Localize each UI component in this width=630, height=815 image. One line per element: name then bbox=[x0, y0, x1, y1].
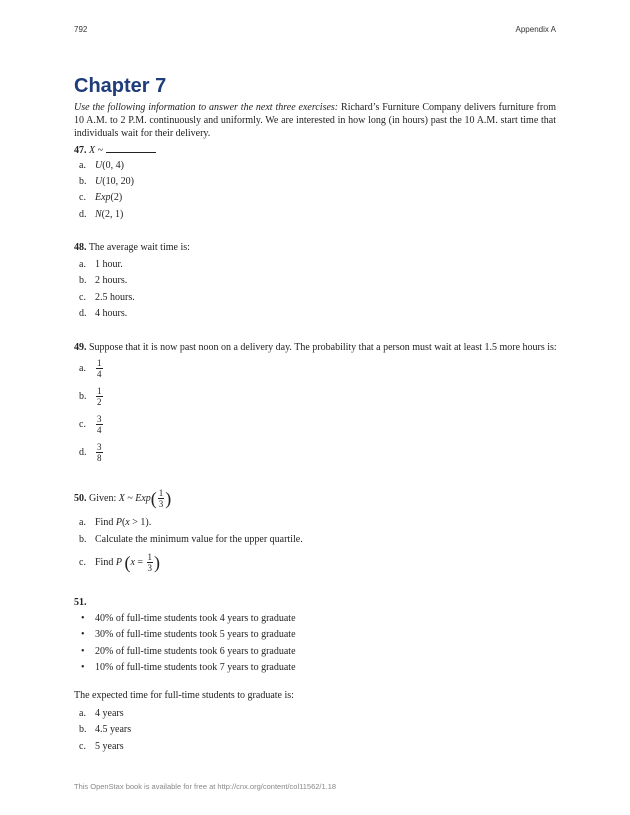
numerator: 3 bbox=[97, 442, 102, 452]
question-number: 50. bbox=[74, 492, 87, 504]
distribution-name: Exp bbox=[95, 192, 111, 203]
numerator: 3 bbox=[97, 414, 102, 424]
option-text: 4 hours. bbox=[95, 308, 128, 319]
option-label: a. bbox=[79, 259, 86, 270]
bullet-text: 30% of full-time students took 5 years to graduate bbox=[95, 629, 296, 640]
option-label: c. bbox=[79, 292, 86, 303]
option-text: 2 hours. bbox=[95, 275, 128, 286]
option bbox=[79, 192, 122, 203]
question-prompt: The expected time for full-time students to graduate is: bbox=[74, 690, 294, 701]
option-text: Find bbox=[95, 517, 116, 528]
right-paren: ) bbox=[165, 488, 172, 509]
distribution-args: (2) bbox=[110, 192, 123, 203]
option-label: a. bbox=[79, 362, 86, 374]
denominator: 4 bbox=[97, 425, 102, 435]
chapter-title: Chapter 7 bbox=[74, 75, 167, 97]
distribution-name: N bbox=[95, 209, 102, 220]
option-label: b. bbox=[79, 275, 87, 286]
question-number: 47. bbox=[74, 145, 87, 156]
variable: X bbox=[89, 145, 96, 156]
option-text: 4.5 years bbox=[95, 724, 132, 735]
option-text: 2.5 hours. bbox=[95, 292, 135, 303]
option bbox=[79, 741, 124, 752]
question-51 bbox=[74, 597, 87, 608]
numerator: 1 bbox=[158, 488, 164, 498]
bullet-item bbox=[81, 629, 296, 640]
option-text: > 1). bbox=[129, 517, 152, 528]
option-text: Find bbox=[95, 556, 116, 568]
option bbox=[79, 708, 124, 719]
footer-text: This OpenStax book is available for free at http://cnx.org/content/col11562/1.18 bbox=[74, 782, 337, 791]
denominator: 8 bbox=[97, 453, 102, 463]
fraction bbox=[158, 488, 165, 509]
fraction bbox=[96, 386, 103, 407]
given-label: Given: bbox=[86, 492, 119, 504]
option bbox=[79, 160, 124, 171]
question-47 bbox=[74, 143, 156, 156]
bullet-icon: • bbox=[81, 646, 85, 657]
question-number: 51. bbox=[74, 597, 87, 608]
bullet-icon: • bbox=[81, 613, 85, 624]
denominator: 4 bbox=[97, 369, 102, 379]
fraction bbox=[147, 552, 154, 573]
distribution-name: Exp bbox=[135, 492, 151, 504]
bullet-text: 40% of full-time students took 4 years to graduate bbox=[95, 613, 296, 624]
option-label: d. bbox=[79, 446, 87, 458]
bullet-text: 20% of full-time students took 6 years to graduate bbox=[95, 646, 296, 657]
intro-text: Richard’s Furniture Company delivers furniture from 10 A.M. to 2 P.M. continuously and uniformly. We are interested in how long (in hours) past the 10 A.M. start time that individuals wait for their delivery. bbox=[74, 102, 556, 139]
bullet-item bbox=[81, 646, 296, 657]
distribution-args: (10, 20) bbox=[102, 176, 134, 187]
option bbox=[79, 308, 127, 319]
option bbox=[79, 386, 104, 407]
numerator: 1 bbox=[97, 358, 102, 368]
bullet-icon: • bbox=[81, 629, 85, 640]
numerator: 1 bbox=[97, 386, 102, 396]
option-label: b. bbox=[79, 534, 87, 545]
page-number: 792 bbox=[74, 25, 88, 34]
option-text: 1 hour. bbox=[95, 259, 123, 270]
distribution-name: U bbox=[95, 160, 103, 171]
probability-symbol: P bbox=[115, 556, 122, 568]
option-label: d. bbox=[79, 308, 87, 319]
option-label: b. bbox=[79, 176, 87, 187]
question-50 bbox=[74, 488, 171, 509]
variable: x bbox=[130, 556, 135, 568]
question-48 bbox=[74, 242, 190, 253]
equals-sign: = bbox=[134, 556, 146, 568]
option-text: Calculate the minimum value for the upper quartile. bbox=[95, 534, 303, 545]
distribution-args: (0, 4) bbox=[102, 160, 124, 171]
probability-symbol: P bbox=[115, 517, 122, 528]
intro-italic: Use the following information to answer the next three exercises: bbox=[74, 102, 339, 113]
question-number: 48. bbox=[74, 242, 87, 253]
open-paren: ( bbox=[121, 517, 126, 528]
tilde: ~ bbox=[95, 145, 106, 156]
option bbox=[79, 292, 135, 303]
question-text: The average wait time is: bbox=[86, 242, 190, 253]
option-label: c. bbox=[79, 556, 86, 568]
right-paren: ) bbox=[154, 552, 161, 573]
fraction bbox=[96, 414, 103, 435]
denominator: 3 bbox=[158, 499, 164, 509]
denominator: 3 bbox=[147, 563, 153, 573]
fraction bbox=[96, 442, 103, 463]
bullet-item bbox=[81, 662, 296, 673]
option bbox=[79, 259, 123, 270]
variable: x bbox=[125, 517, 130, 528]
left-paren: ( bbox=[124, 552, 131, 573]
option-text: 5 years bbox=[95, 741, 124, 752]
option-label: c. bbox=[79, 741, 86, 752]
option-label: a. bbox=[79, 160, 86, 171]
option bbox=[79, 724, 131, 735]
distribution-args: (2, 1) bbox=[101, 209, 124, 220]
denominator: 2 bbox=[97, 397, 102, 407]
option-label: a. bbox=[79, 708, 86, 719]
option-label: c. bbox=[79, 418, 86, 430]
distribution-name: U bbox=[95, 176, 103, 187]
left-paren: ( bbox=[150, 488, 157, 509]
option bbox=[79, 534, 303, 545]
option bbox=[79, 209, 123, 220]
option bbox=[79, 176, 134, 187]
fraction bbox=[96, 358, 103, 379]
option bbox=[79, 552, 160, 573]
option bbox=[79, 442, 104, 463]
question-49 bbox=[74, 342, 557, 353]
numerator: 1 bbox=[147, 552, 153, 562]
variable: X bbox=[118, 492, 125, 504]
bullet-icon: • bbox=[81, 662, 85, 673]
option bbox=[79, 517, 151, 528]
answer-blank bbox=[106, 143, 156, 153]
option bbox=[79, 414, 104, 435]
option-label: d. bbox=[79, 209, 87, 220]
option bbox=[79, 275, 127, 286]
question-text: Suppose that it is now past noon on a delivery day. The probability that a person must wait at least 1.5 more hours is: bbox=[86, 342, 557, 353]
bullet-item bbox=[81, 613, 296, 624]
bullet-text: 10% of full-time students took 7 years to graduate bbox=[95, 662, 296, 673]
tilde: ~ bbox=[124, 492, 136, 504]
option bbox=[79, 358, 104, 379]
option-label: c. bbox=[79, 192, 86, 203]
exercise-intro bbox=[74, 101, 556, 140]
option-text: 4 years bbox=[95, 708, 124, 719]
option-label: b. bbox=[79, 724, 87, 735]
option-label: b. bbox=[79, 390, 87, 402]
running-header: Appendix A bbox=[515, 25, 556, 34]
question-number: 49. bbox=[74, 342, 87, 353]
option-label: a. bbox=[79, 517, 86, 528]
